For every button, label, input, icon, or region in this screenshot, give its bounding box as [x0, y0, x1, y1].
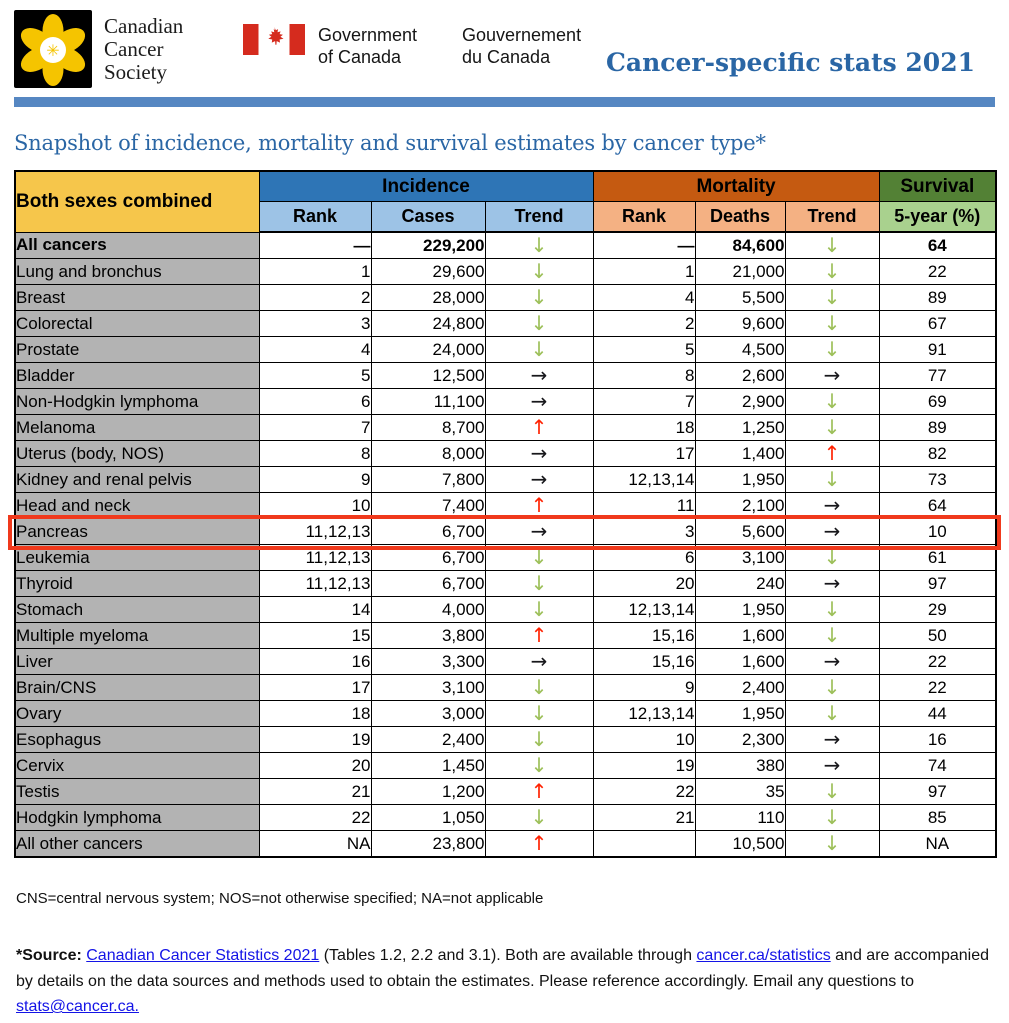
- incidence-rank-cell: 18: [259, 701, 371, 727]
- mortality-trend-cell: [785, 597, 879, 623]
- mortality-deaths-cell: 84,600: [695, 232, 785, 259]
- incidence-rank-cell: 17: [259, 675, 371, 701]
- mortality-trend-cell: [785, 441, 879, 467]
- mortality-rank-header: Rank: [593, 202, 695, 233]
- trend-down-arrow-icon: ↓: [823, 336, 841, 361]
- incidence-trend-cell: [485, 493, 593, 519]
- mortality-trend-cell: [785, 753, 879, 779]
- incidence-cases-cell: 1,050: [371, 805, 485, 831]
- link-canadian-cancer-statistics[interactable]: Canadian Cancer Statistics 2021: [86, 947, 320, 964]
- source-text-1: (Tables 1.2, 2.2 and 3.1). Both are available through: [319, 947, 697, 964]
- incidence-trend-cell: [485, 389, 593, 415]
- mortality-rank-cell: 12,13,14: [593, 701, 695, 727]
- incidence-trend-cell: [485, 597, 593, 623]
- trend-down-arrow-icon: ↓: [530, 336, 548, 361]
- incidence-cases-cell: 229,200: [371, 232, 485, 259]
- survival-cell: 97: [879, 571, 996, 597]
- table-row: [15, 649, 996, 675]
- trend-up-arrow-icon: ↑: [530, 622, 548, 647]
- survival-cell: 85: [879, 805, 996, 831]
- mortality-rank-cell: 18: [593, 415, 695, 441]
- incidence-rank-cell: 10: [259, 493, 371, 519]
- survival-cell: 91: [879, 337, 996, 363]
- survival-group-header: Survival: [879, 171, 996, 202]
- table-row: [15, 285, 996, 311]
- trend-flat-arrow-icon: →: [823, 752, 841, 777]
- cancer-type-cell: Head and neck: [15, 493, 259, 519]
- cancer-type-cell: All cancers: [15, 232, 259, 259]
- cancer-type-cell: Uterus (body, NOS): [15, 441, 259, 467]
- incidence-trend-cell: [485, 519, 593, 545]
- mortality-trend-cell: [785, 285, 879, 311]
- mortality-deaths-cell: 3,100: [695, 545, 785, 571]
- mortality-trend-cell: [785, 649, 879, 675]
- mortality-rank-cell: 4: [593, 285, 695, 311]
- survival-cell: 16: [879, 727, 996, 753]
- survival-cell: 97: [879, 779, 996, 805]
- trend-down-arrow-icon: ↓: [823, 284, 841, 309]
- table-row: [15, 519, 996, 545]
- source-paragraph: [16, 943, 994, 1020]
- trend-down-arrow-icon: ↓: [823, 466, 841, 491]
- mortality-rank-cell: 5: [593, 337, 695, 363]
- mortality-trend-header: Trend: [785, 202, 879, 233]
- trend-flat-arrow-icon: →: [823, 648, 841, 673]
- link-stats-email[interactable]: stats@cancer.ca.: [16, 998, 139, 1016]
- document-title: Cancer-specific stats 2021: [606, 48, 975, 77]
- survival-cell: 64: [879, 232, 996, 259]
- trend-up-arrow-icon: ↑: [530, 778, 548, 803]
- trend-down-arrow-icon: ↓: [823, 804, 841, 829]
- mortality-deaths-cell: 240: [695, 571, 785, 597]
- table-row: [15, 805, 996, 831]
- trend-flat-arrow-icon: →: [530, 440, 548, 465]
- incidence-cases-cell: 7,400: [371, 493, 485, 519]
- link-cancer-ca-statistics[interactable]: cancer.ca/statistics: [696, 947, 831, 964]
- incidence-cases-cell: 6,700: [371, 519, 485, 545]
- trend-down-arrow-icon: ↓: [823, 778, 841, 803]
- mortality-deaths-cell: 1,950: [695, 467, 785, 493]
- table-row: [15, 259, 996, 285]
- trend-flat-arrow-icon: →: [823, 492, 841, 517]
- table-row: [15, 337, 996, 363]
- incidence-trend-cell: [485, 311, 593, 337]
- incidence-trend-cell: [485, 727, 593, 753]
- incidence-cases-cell: 3,300: [371, 649, 485, 675]
- stats-table: [14, 170, 997, 858]
- survival-cell: 82: [879, 441, 996, 467]
- trend-flat-arrow-icon: →: [530, 518, 548, 543]
- trend-down-arrow-icon: ↓: [823, 232, 841, 257]
- mortality-rank-cell: —: [593, 232, 695, 259]
- trend-down-arrow-icon: ↓: [530, 674, 548, 699]
- survival-cell: 67: [879, 311, 996, 337]
- mortality-rank-cell: 15,16: [593, 623, 695, 649]
- incidence-rank-cell: 11,12,13: [259, 519, 371, 545]
- trend-down-arrow-icon: ↓: [530, 726, 548, 751]
- incidence-cases-cell: 24,000: [371, 337, 485, 363]
- incidence-trend-cell: [485, 232, 593, 259]
- mortality-rank-cell: 7: [593, 389, 695, 415]
- mortality-deaths-cell: 2,100: [695, 493, 785, 519]
- mortality-trend-cell: [785, 545, 879, 571]
- mortality-deaths-cell: 1,400: [695, 441, 785, 467]
- incidence-trend-cell: [485, 545, 593, 571]
- table-row: [15, 779, 996, 805]
- incidence-trend-cell: [485, 363, 593, 389]
- table-row: [15, 701, 996, 727]
- incidence-rank-cell: 21: [259, 779, 371, 805]
- cancer-type-cell: Non-Hodgkin lymphoma: [15, 389, 259, 415]
- mortality-trend-cell: [785, 727, 879, 753]
- trend-up-arrow-icon: ↑: [530, 414, 548, 439]
- mortality-trend-cell: [785, 311, 879, 337]
- incidence-cases-cell: 1,200: [371, 779, 485, 805]
- table-row: [15, 441, 996, 467]
- incidence-group-header: Incidence: [259, 171, 593, 202]
- trend-flat-arrow-icon: →: [530, 648, 548, 673]
- trend-flat-arrow-icon: →: [823, 362, 841, 387]
- incidence-trend-cell: [485, 831, 593, 858]
- canada-flag-icon: [243, 24, 305, 55]
- trend-flat-arrow-icon: →: [530, 388, 548, 413]
- header-divider-bar: [14, 97, 995, 107]
- mortality-deaths-cell: 9,600: [695, 311, 785, 337]
- incidence-trend-cell: [485, 649, 593, 675]
- incidence-rank-cell: NA: [259, 831, 371, 858]
- survival-cell: 74: [879, 753, 996, 779]
- government-of-canada-fr: Gouvernement du Canada: [462, 25, 582, 67]
- survival-cell: 22: [879, 649, 996, 675]
- mortality-trend-cell: [785, 232, 879, 259]
- trend-up-arrow-icon: ↑: [823, 440, 841, 465]
- trend-down-arrow-icon: ↓: [530, 232, 548, 257]
- mortality-deaths-cell: 110: [695, 805, 785, 831]
- incidence-rank-cell: 11,12,13: [259, 545, 371, 571]
- mortality-trend-cell: [785, 389, 879, 415]
- trend-up-arrow-icon: ↑: [530, 492, 548, 517]
- incidence-trend-cell: [485, 285, 593, 311]
- incidence-trend-cell: [485, 571, 593, 597]
- trend-down-arrow-icon: ↓: [823, 414, 841, 439]
- trend-down-arrow-icon: ↓: [823, 622, 841, 647]
- mortality-trend-cell: [785, 675, 879, 701]
- incidence-rank-cell: 19: [259, 727, 371, 753]
- survival-cell: 44: [879, 701, 996, 727]
- mortality-trend-cell: [785, 701, 879, 727]
- trend-down-arrow-icon: ↓: [530, 258, 548, 283]
- trend-down-arrow-icon: ↓: [823, 544, 841, 569]
- incidence-cases-cell: 3,100: [371, 675, 485, 701]
- corner-header: Both sexes combined: [15, 171, 259, 232]
- incidence-trend-cell: [485, 675, 593, 701]
- trend-flat-arrow-icon: →: [530, 466, 548, 491]
- survival-cell: 22: [879, 259, 996, 285]
- survival-cell: 73: [879, 467, 996, 493]
- cancer-type-cell: All other cancers: [15, 831, 259, 858]
- incidence-cases-cell: 8,000: [371, 441, 485, 467]
- cancer-type-cell: Prostate: [15, 337, 259, 363]
- survival-cell: NA: [879, 831, 996, 858]
- incidence-rank-cell: 20: [259, 753, 371, 779]
- mortality-trend-cell: [785, 337, 879, 363]
- incidence-rank-cell: 11,12,13: [259, 571, 371, 597]
- mortality-trend-cell: [785, 805, 879, 831]
- incidence-rank-cell: 4: [259, 337, 371, 363]
- incidence-rank-cell: 6: [259, 389, 371, 415]
- cancer-type-cell: Liver: [15, 649, 259, 675]
- incidence-trend-cell: [485, 415, 593, 441]
- cancer-type-cell: Kidney and renal pelvis: [15, 467, 259, 493]
- mortality-rank-cell: 12,13,14: [593, 597, 695, 623]
- table-row: [15, 831, 996, 858]
- cancer-type-cell: Multiple myeloma: [15, 623, 259, 649]
- incidence-trend-cell: [485, 467, 593, 493]
- survival-cell: 50: [879, 623, 996, 649]
- incidence-rank-cell: 2: [259, 285, 371, 311]
- incidence-cases-cell: 12,500: [371, 363, 485, 389]
- incidence-rank-header: Rank: [259, 202, 371, 233]
- incidence-cases-cell: 1,450: [371, 753, 485, 779]
- cancer-type-cell: Pancreas: [15, 519, 259, 545]
- mortality-rank-cell: 15,16: [593, 649, 695, 675]
- mortality-rank-cell: 1: [593, 259, 695, 285]
- trend-down-arrow-icon: ↓: [530, 544, 548, 569]
- table-row: [15, 467, 996, 493]
- mortality-trend-cell: [785, 623, 879, 649]
- cancer-type-cell: Ovary: [15, 701, 259, 727]
- incidence-trend-cell: [485, 753, 593, 779]
- incidence-rank-cell: —: [259, 232, 371, 259]
- incidence-rank-cell: 15: [259, 623, 371, 649]
- trend-down-arrow-icon: ↓: [823, 596, 841, 621]
- stats-table-wrapper: [14, 170, 995, 858]
- cancer-type-cell: Thyroid: [15, 571, 259, 597]
- svg-text:✳: ✳: [46, 41, 60, 60]
- incidence-trend-cell: [485, 623, 593, 649]
- trend-up-arrow-icon: ↑: [530, 830, 548, 855]
- cancer-type-cell: Cervix: [15, 753, 259, 779]
- incidence-rank-cell: 5: [259, 363, 371, 389]
- trend-down-arrow-icon: ↓: [823, 258, 841, 283]
- mortality-rank-cell: 19: [593, 753, 695, 779]
- trend-down-arrow-icon: ↓: [530, 310, 548, 335]
- trend-down-arrow-icon: ↓: [823, 674, 841, 699]
- table-row: [15, 415, 996, 441]
- cancer-type-cell: Leukemia: [15, 545, 259, 571]
- mortality-rank-cell: 8: [593, 363, 695, 389]
- table-row: [15, 753, 996, 779]
- incidence-rank-cell: 14: [259, 597, 371, 623]
- mortality-deaths-cell: 21,000: [695, 259, 785, 285]
- mortality-deaths-cell: 2,400: [695, 675, 785, 701]
- mortality-rank-cell: 3: [593, 519, 695, 545]
- incidence-trend-cell: [485, 805, 593, 831]
- table-row: [15, 675, 996, 701]
- survival-5year-header: 5-year (%): [879, 202, 996, 233]
- trend-flat-arrow-icon: →: [823, 518, 841, 543]
- incidence-trend-cell: [485, 701, 593, 727]
- mortality-deaths-cell: 1,950: [695, 701, 785, 727]
- mortality-rank-cell: 6: [593, 545, 695, 571]
- abbreviations-footnote: CNS=central nervous system; NOS=not otherwise specified; NA=not applicable: [16, 890, 544, 907]
- incidence-rank-cell: 16: [259, 649, 371, 675]
- survival-cell: 64: [879, 493, 996, 519]
- incidence-cases-cell: 11,100: [371, 389, 485, 415]
- survival-cell: 29: [879, 597, 996, 623]
- survival-cell: 77: [879, 363, 996, 389]
- table-row: [15, 232, 996, 259]
- ccs-daffodil-logo: [14, 10, 92, 88]
- incidence-trend-cell: [485, 779, 593, 805]
- survival-cell: 61: [879, 545, 996, 571]
- incidence-rank-cell: 3: [259, 311, 371, 337]
- table-row: [15, 623, 996, 649]
- mortality-trend-cell: [785, 467, 879, 493]
- table-row: [15, 597, 996, 623]
- table-row: [15, 545, 996, 571]
- incidence-cases-cell: 24,800: [371, 311, 485, 337]
- incidence-cases-cell: 8,700: [371, 415, 485, 441]
- mortality-deaths-cell: 380: [695, 753, 785, 779]
- mortality-trend-cell: [785, 779, 879, 805]
- incidence-trend-cell: [485, 441, 593, 467]
- trend-down-arrow-icon: ↓: [530, 570, 548, 595]
- mortality-rank-cell: 21: [593, 805, 695, 831]
- cancer-type-cell: Testis: [15, 779, 259, 805]
- trend-down-arrow-icon: ↓: [530, 804, 548, 829]
- mortality-deaths-cell: 2,900: [695, 389, 785, 415]
- survival-cell: 10: [879, 519, 996, 545]
- survival-cell: 89: [879, 285, 996, 311]
- cancer-type-cell: Hodgkin lymphoma: [15, 805, 259, 831]
- trend-flat-arrow-icon: →: [823, 726, 841, 751]
- cancer-type-cell: Breast: [15, 285, 259, 311]
- incidence-rank-cell: 1: [259, 259, 371, 285]
- cancer-type-cell: Stomach: [15, 597, 259, 623]
- incidence-cases-cell: 28,000: [371, 285, 485, 311]
- cancer-type-cell: Brain/CNS: [15, 675, 259, 701]
- incidence-cases-cell: 2,400: [371, 727, 485, 753]
- section-title: Snapshot of incidence, mortality and survival estimates by cancer type*: [14, 131, 766, 155]
- mortality-group-header: Mortality: [593, 171, 879, 202]
- table-row: [15, 389, 996, 415]
- table-row: [15, 311, 996, 337]
- mortality-trend-cell: [785, 363, 879, 389]
- trend-down-arrow-icon: ↓: [530, 284, 548, 309]
- trend-down-arrow-icon: ↓: [823, 310, 841, 335]
- cancer-type-cell: Colorectal: [15, 311, 259, 337]
- mortality-deaths-cell: 5,500: [695, 285, 785, 311]
- source-text-2: and are accompanied by details on the data sources and methods used to obtain the estimates. Please reference accordingly. Email any questions to: [16, 947, 990, 990]
- table-row: [15, 727, 996, 753]
- mortality-deaths-cell: 5,600: [695, 519, 785, 545]
- incidence-rank-cell: 8: [259, 441, 371, 467]
- mortality-deaths-cell: 1,250: [695, 415, 785, 441]
- mortality-rank-cell: 11: [593, 493, 695, 519]
- mortality-trend-cell: [785, 493, 879, 519]
- incidence-rank-cell: 7: [259, 415, 371, 441]
- mortality-deaths-header: Deaths: [695, 202, 785, 233]
- table-row: [15, 571, 996, 597]
- mortality-rank-cell: 22: [593, 779, 695, 805]
- mortality-deaths-cell: 1,950: [695, 597, 785, 623]
- table-row: [15, 493, 996, 519]
- incidence-cases-cell: 6,700: [371, 571, 485, 597]
- mortality-rank-cell: 2: [593, 311, 695, 337]
- trend-flat-arrow-icon: →: [530, 362, 548, 387]
- trend-down-arrow-icon: ↓: [530, 700, 548, 725]
- cancer-type-cell: Esophagus: [15, 727, 259, 753]
- mortality-rank-cell: [593, 831, 695, 858]
- mortality-deaths-cell: 2,300: [695, 727, 785, 753]
- cancer-type-cell: Melanoma: [15, 415, 259, 441]
- trend-down-arrow-icon: ↓: [823, 830, 841, 855]
- trend-down-arrow-icon: ↓: [530, 596, 548, 621]
- incidence-trend-header: Trend: [485, 202, 593, 233]
- incidence-cases-cell: 29,600: [371, 259, 485, 285]
- mortality-deaths-cell: 4,500: [695, 337, 785, 363]
- table-row: [15, 363, 996, 389]
- survival-cell: 22: [879, 675, 996, 701]
- survival-cell: 89: [879, 415, 996, 441]
- mortality-trend-cell: [785, 519, 879, 545]
- government-of-canada-en: Government of Canada: [318, 25, 418, 67]
- trend-flat-arrow-icon: →: [823, 570, 841, 595]
- incidence-cases-cell: 23,800: [371, 831, 485, 858]
- survival-cell: 69: [879, 389, 996, 415]
- incidence-cases-cell: 3,000: [371, 701, 485, 727]
- mortality-deaths-cell: 1,600: [695, 649, 785, 675]
- mortality-rank-cell: 12,13,14: [593, 467, 695, 493]
- trend-down-arrow-icon: ↓: [823, 700, 841, 725]
- mortality-trend-cell: [785, 831, 879, 858]
- source-label: *Source:: [16, 947, 87, 964]
- incidence-trend-cell: [485, 337, 593, 363]
- mortality-trend-cell: [785, 415, 879, 441]
- ccs-wordmark: Canadian Cancer Society: [104, 14, 184, 85]
- mortality-trend-cell: [785, 571, 879, 597]
- mortality-rank-cell: 17: [593, 441, 695, 467]
- mortality-rank-cell: 10: [593, 727, 695, 753]
- trend-down-arrow-icon: ↓: [530, 752, 548, 777]
- mortality-rank-cell: 9: [593, 675, 695, 701]
- mortality-deaths-cell: 10,500: [695, 831, 785, 858]
- incidence-rank-cell: 22: [259, 805, 371, 831]
- incidence-trend-cell: [485, 259, 593, 285]
- mortality-deaths-cell: 35: [695, 779, 785, 805]
- incidence-cases-header: Cases: [371, 202, 485, 233]
- cancer-type-cell: Lung and bronchus: [15, 259, 259, 285]
- incidence-cases-cell: 3,800: [371, 623, 485, 649]
- mortality-rank-cell: 20: [593, 571, 695, 597]
- mortality-trend-cell: [785, 259, 879, 285]
- mortality-deaths-cell: 2,600: [695, 363, 785, 389]
- incidence-cases-cell: 6,700: [371, 545, 485, 571]
- cancer-type-cell: Bladder: [15, 363, 259, 389]
- incidence-cases-cell: 4,000: [371, 597, 485, 623]
- mortality-deaths-cell: 1,600: [695, 623, 785, 649]
- incidence-rank-cell: 9: [259, 467, 371, 493]
- trend-down-arrow-icon: ↓: [823, 388, 841, 413]
- incidence-cases-cell: 7,800: [371, 467, 485, 493]
